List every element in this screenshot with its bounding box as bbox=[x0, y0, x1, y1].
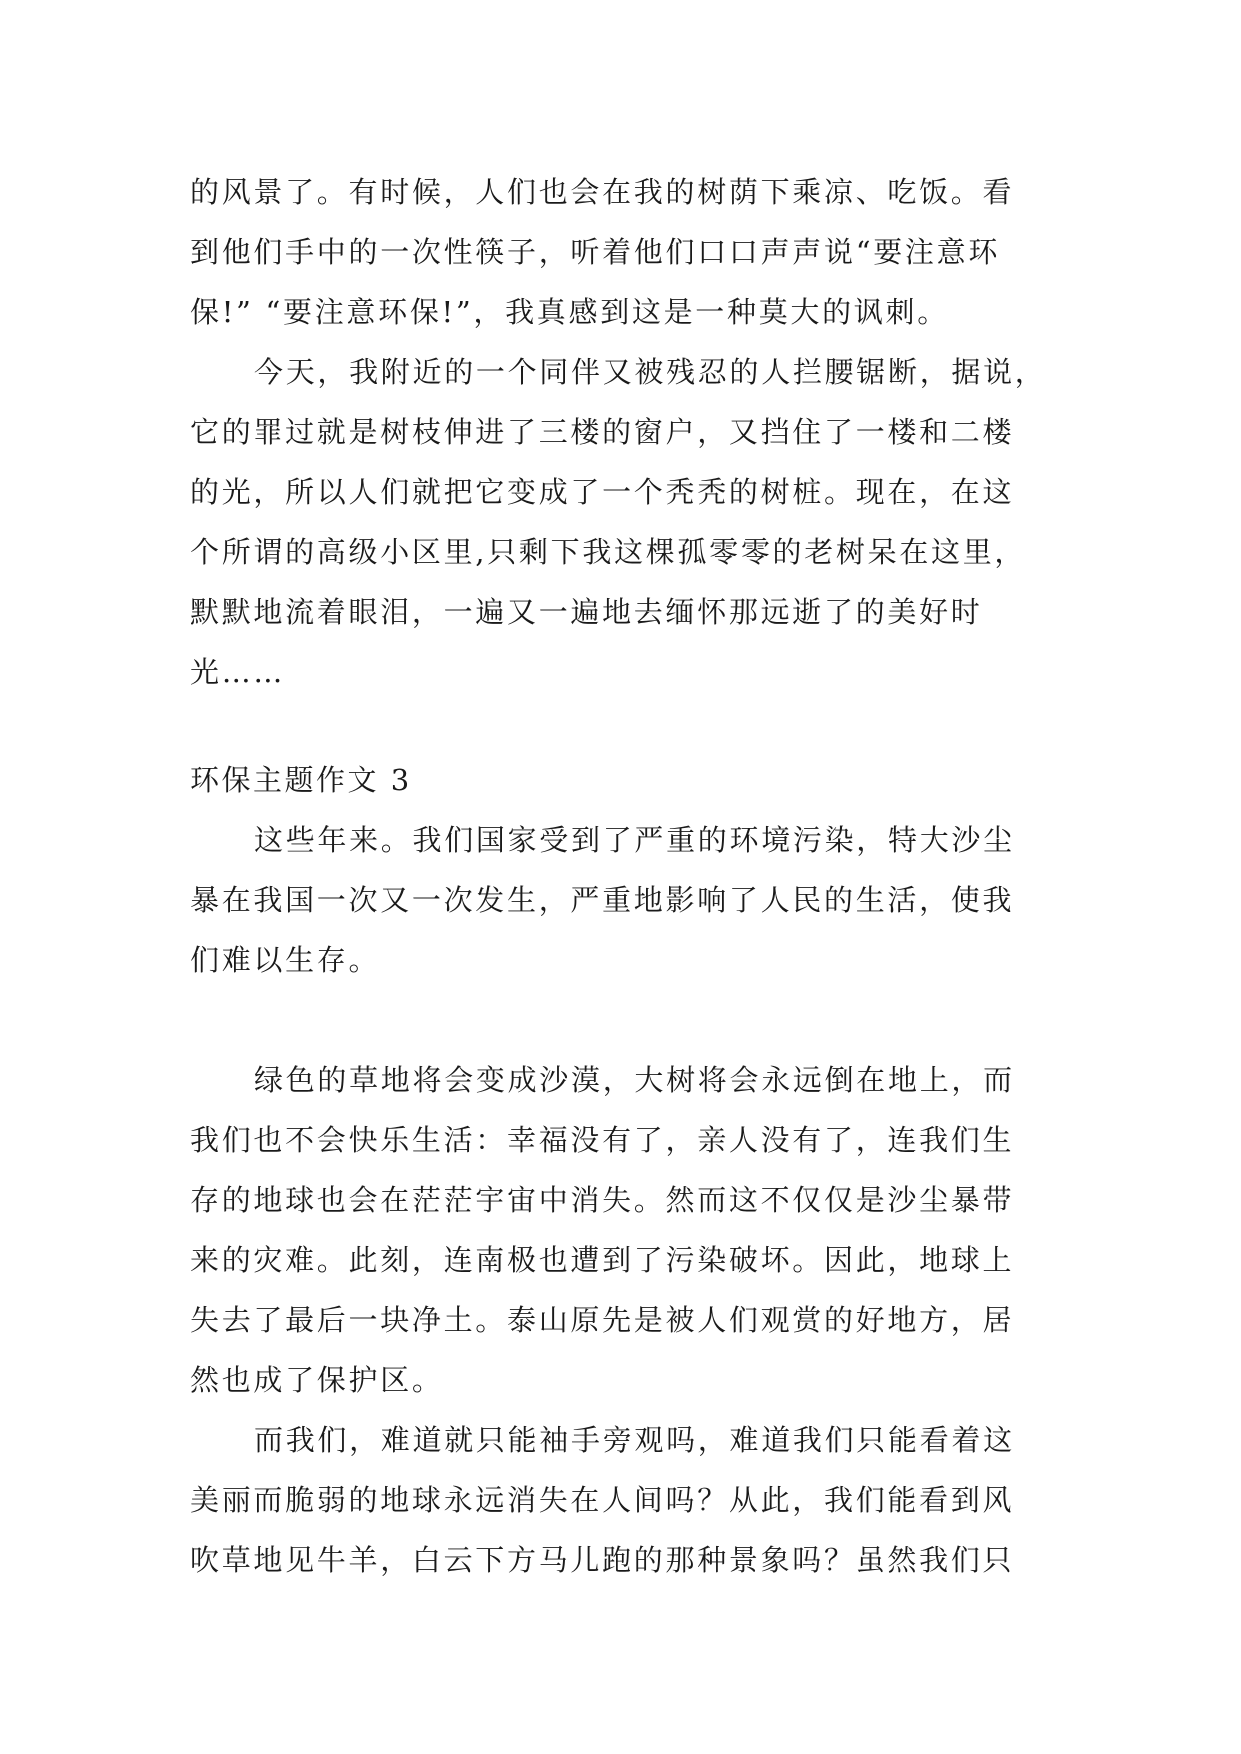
text-line: 今天，我附近的一个同伴又被残忍的人拦腰锯断，据说， bbox=[254, 355, 1047, 389]
document-body bbox=[190, 162, 1060, 1590]
text-line: 然也成了保护区。 bbox=[190, 1363, 444, 1397]
spacer bbox=[190, 702, 1060, 750]
paragraph-2 bbox=[190, 342, 1060, 702]
text-line: 存的地球也会在茫茫宇宙中消失。然而这不仅仅是沙尘暴带 bbox=[190, 1183, 1015, 1217]
text-line: 的光，所以人们就把它变成了一个秃秃的树桩。现在，在这 bbox=[190, 475, 1015, 509]
text-line: 来的灾难。此刻，连南极也遭到了污染破坏。因此，地球上 bbox=[190, 1243, 1015, 1277]
text-line: 我们也不会快乐生活：幸福没有了，亲人没有了，连我们生 bbox=[190, 1123, 1015, 1157]
text-line: 这些年来。我们国家受到了严重的环境污染，特大沙尘 bbox=[254, 823, 1015, 857]
section-heading: 环保主题作文 3 bbox=[190, 763, 412, 797]
text-line: 默默地流着眼泪，一遍又一遍地去缅怀那远逝了的美好时 bbox=[190, 595, 983, 629]
paragraph-1 bbox=[190, 162, 1060, 342]
paragraph-5 bbox=[190, 1410, 1060, 1590]
paragraph-4 bbox=[190, 1050, 1060, 1410]
text-line: 绿色的草地将会变成沙漠，大树将会永远倒在地上，而 bbox=[254, 1063, 1015, 1097]
text-line: 失去了最后一块净土。泰山原先是被人们观赏的好地方，居 bbox=[190, 1303, 1015, 1337]
spacer bbox=[190, 990, 1060, 1050]
text-line: 美丽而脆弱的地球永远消失在人间吗？从此，我们能看到风 bbox=[190, 1483, 1015, 1517]
text-line: 吹草地见牛羊，白云下方马儿跑的那种景象吗？虽然我们只 bbox=[190, 1543, 1015, 1577]
text-line: 个所谓的高级小区里,只剩下我这棵孤零零的老树呆在这里， bbox=[190, 535, 1027, 569]
text-line: 们难以生存。 bbox=[190, 943, 381, 977]
text-line: 它的罪过就是树枝伸进了三楼的窗户，又挡住了一楼和二楼 bbox=[190, 415, 1015, 449]
text-line: 到他们手中的一次性筷子，听着他们口口声声说“要注意环 bbox=[190, 235, 1001, 269]
text-line: 光…… bbox=[190, 655, 286, 689]
text-line: 保!” “要注意环保!”，我真感到这是一种莫大的讽刺。 bbox=[190, 295, 949, 329]
text-line: 而我们，难道就只能袖手旁观吗，难道我们只能看着这 bbox=[254, 1423, 1015, 1457]
text-line: 暴在我国一次又一次发生，严重地影响了人民的生活，使我 bbox=[190, 883, 1015, 917]
text-line: 的风景了。有时候，人们也会在我的树荫下乘凉、吃饭。看 bbox=[190, 175, 1015, 209]
paragraph-3 bbox=[190, 810, 1060, 990]
